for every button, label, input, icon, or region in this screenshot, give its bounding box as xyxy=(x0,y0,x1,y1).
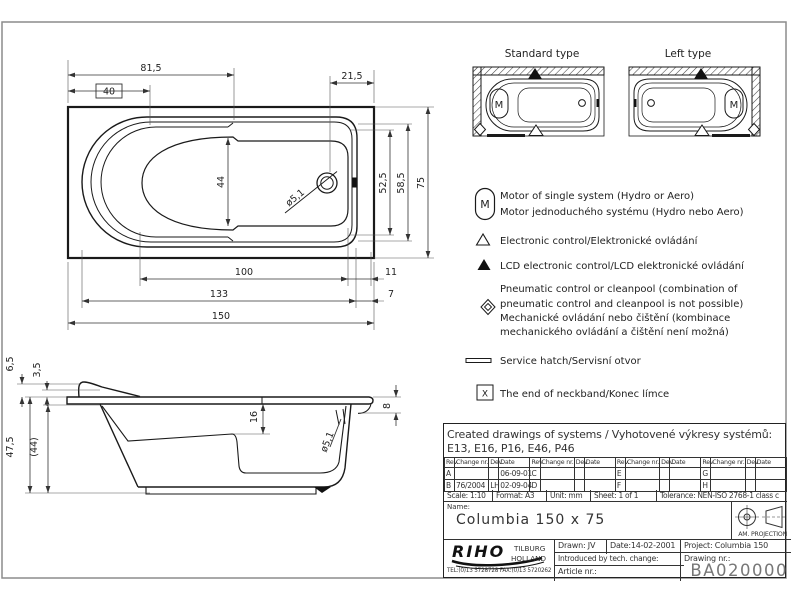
dim-6-5: 6,5 xyxy=(5,356,16,372)
left-type-diagram xyxy=(629,48,760,136)
revision-table xyxy=(444,457,787,492)
rev-hdr: Rev. xyxy=(702,459,715,466)
name-row xyxy=(444,502,787,539)
rev-cell: A xyxy=(445,468,455,480)
neckband-end-letter: X xyxy=(481,389,489,400)
drain-outer xyxy=(317,173,337,193)
dim-3-5: 3,5 xyxy=(32,362,43,378)
pneumatic-icon-outer xyxy=(481,300,495,315)
rev-hdr: Dev. xyxy=(575,459,589,466)
rev-cell: C xyxy=(530,468,540,480)
rev-cell: F xyxy=(615,480,625,492)
legend-lcd: LCD electronic control/LCD elektronické ovládání xyxy=(500,261,744,272)
rim-bar xyxy=(67,397,373,404)
rev-cell xyxy=(455,468,489,480)
interior-profile xyxy=(102,406,346,473)
dim-7: 7 xyxy=(387,289,395,300)
rev-cell xyxy=(745,468,755,480)
rev-cell: B xyxy=(445,480,455,492)
left-type-title: Left type xyxy=(664,48,712,60)
documentation-block xyxy=(443,423,786,578)
date-cell: Date:14-02-2001 xyxy=(606,539,684,554)
product-name: Columbia 150 x 75 xyxy=(456,512,606,528)
dim-150: 150 xyxy=(211,311,231,322)
legend-pneumatic-line1: Pneumatic control or cleanpool (combination of xyxy=(500,284,738,295)
plan-dim-labels xyxy=(103,63,427,322)
rev-cell xyxy=(540,468,574,480)
rev-hdr: Change nr. xyxy=(541,459,574,466)
electronic-control-icon xyxy=(477,234,490,245)
format-cell: Format: A3 xyxy=(493,490,547,502)
dim-75: 75 xyxy=(416,176,427,190)
created-drawings-line2: E13, E16, P16, E46, P46 xyxy=(447,442,575,455)
riho-logo: RIHO xyxy=(452,542,506,561)
overflow-tick xyxy=(634,99,637,107)
rim-right-lip xyxy=(358,404,371,414)
electronic-control-triangle xyxy=(529,125,543,136)
wall-top-hatch xyxy=(629,67,760,75)
rev-hdr: Dev. xyxy=(661,459,675,466)
side-dim-lines xyxy=(20,374,399,493)
projection-symbol xyxy=(732,502,788,532)
rev-hdr: Dev. xyxy=(746,459,760,466)
dim-21-5: 21,5 xyxy=(341,71,363,82)
name-label: Name: xyxy=(447,503,471,511)
projection-label: AM. PROJECTION xyxy=(738,531,787,538)
brand-city: TILBURG xyxy=(514,544,546,553)
brand-tel-fax: TEL:(0)13 5728728 FAX:(0)13 5720262 xyxy=(447,568,552,574)
legend-pneumatic-line3: Mechanické ovládání nebo čištění (kombinace xyxy=(500,313,731,324)
revision-header-row xyxy=(445,458,787,468)
rev-cell: 76/2004 xyxy=(455,480,489,492)
drain-dot xyxy=(648,100,655,107)
dim-52-5: 52,5 xyxy=(378,172,389,194)
shell-outline xyxy=(100,404,351,487)
drawing-nr-label: Drawing nr.: xyxy=(684,554,731,563)
rev-cell: E xyxy=(615,468,625,480)
revision-row-1 xyxy=(445,468,787,480)
rev-hdr: Rev. xyxy=(446,459,459,466)
rev-cell: D xyxy=(530,480,540,492)
side-dimensions xyxy=(17,384,401,493)
logo-cell xyxy=(444,539,554,580)
rev-cell xyxy=(489,468,499,480)
legend-pneumatic-line2: pneumatic control and cleanpool is not possible) xyxy=(500,299,744,310)
pneumatic-icon-inner xyxy=(485,304,492,311)
info-row xyxy=(444,490,787,502)
motor-label: M xyxy=(494,100,504,111)
projection-box xyxy=(731,502,788,539)
legend-neckband: The end of neckband/Konec límce xyxy=(500,389,670,400)
rev-hdr: Date xyxy=(499,458,530,468)
sheet-cell: Sheet: 1 of 1 xyxy=(591,490,657,502)
dim-133: 133 xyxy=(209,289,229,300)
rev-cell: G xyxy=(701,468,711,480)
basin xyxy=(642,88,715,122)
side-dim-labels xyxy=(5,356,393,457)
dim-47-5: 47,5 xyxy=(5,436,16,458)
dim-58-5: 58,5 xyxy=(396,172,407,194)
drawing-nr-value: BA020000 xyxy=(690,561,788,580)
dim-11: 11 xyxy=(384,267,398,278)
standard-type-diagram xyxy=(473,48,604,136)
brand-country: HOLLAND xyxy=(511,554,547,563)
legend-pneumatic-line4: mechanického ovládání a čištění není možná) xyxy=(500,327,729,338)
drawn-cell: Drawn: JV xyxy=(554,539,610,554)
basin xyxy=(518,88,591,122)
rev-cell xyxy=(660,468,670,480)
rev-cell xyxy=(584,468,615,480)
dim-40: 40 xyxy=(102,86,116,98)
motor-label: M xyxy=(729,100,739,111)
rev-hdr: Dev. xyxy=(490,459,504,466)
rev-cell: 06-09-01 xyxy=(500,469,532,478)
created-drawings-line1: Created drawings of systems / Vyhotovené výkresy systémů: xyxy=(447,428,773,441)
tub-inner-contour xyxy=(101,127,228,237)
rev-hdr: Date xyxy=(755,458,786,468)
unit-cell: Unit: mm xyxy=(547,490,591,502)
rev-cell xyxy=(711,468,745,480)
rev-hdr: Rev. xyxy=(616,459,630,466)
dim-drain: ø5,1 xyxy=(283,187,308,209)
dim-16: 16 xyxy=(249,410,260,424)
rev-cell xyxy=(625,468,659,480)
legend-service: Service hatch/Servisní otvor xyxy=(500,356,641,367)
introduced-cell: Introduced by tech. change: xyxy=(554,552,684,567)
dim-44: 44 xyxy=(216,175,227,189)
dim-44-ref: (44) xyxy=(29,437,40,457)
overflow-tick xyxy=(597,99,600,107)
rev-cell: 02-09-04 xyxy=(500,481,532,490)
base-plate xyxy=(146,487,316,494)
project-cell: Project: Columbia 150 xyxy=(680,539,791,554)
rev-cell: LH xyxy=(490,481,500,490)
service-hatch-icon xyxy=(466,359,491,363)
rev-hdr: Change nr. xyxy=(712,459,745,466)
legend xyxy=(466,189,745,401)
drawing-nr-cell xyxy=(680,552,791,581)
rev-hdr: Change nr. xyxy=(626,459,660,466)
legend-motor-line2: Motor jednoduchého systému (Hydro nebo Aero) xyxy=(500,207,744,218)
overflow-tick xyxy=(353,178,357,188)
dim-overflow: ø5,1 xyxy=(318,430,337,454)
rev-hdr: Rev. xyxy=(531,459,544,466)
drain-dot xyxy=(579,100,586,107)
neckband-steps xyxy=(228,123,233,241)
legend-electronic: Electronic control/Elektronické ovládání xyxy=(500,236,698,247)
tolerance-cell: Tolerance: NEN-ISO 2768-1 class c xyxy=(657,490,787,502)
article-cell: Article nr.: xyxy=(554,565,684,581)
scale-cell: Scale: 1:10 xyxy=(444,490,493,502)
lcd-control-icon xyxy=(478,259,491,270)
standard-type-title: Standard type xyxy=(504,48,580,60)
rev-cell: H xyxy=(701,480,711,492)
rev-cell xyxy=(755,468,786,480)
rev-hdr: Date xyxy=(584,458,615,468)
dim-81-5: 81,5 xyxy=(140,63,162,74)
rev-hdr: Date xyxy=(670,458,701,468)
dim-8: 8 xyxy=(382,402,393,410)
motor-symbol-letter: M xyxy=(480,198,490,211)
rev-cell xyxy=(574,468,584,480)
rev-hdr: Change nr. xyxy=(456,459,489,466)
headrest-profile xyxy=(79,382,140,397)
dim-100: 100 xyxy=(234,267,254,278)
legend-motor-line1: Motor of single system (Hydro or Aero) xyxy=(500,191,695,202)
rev-cell xyxy=(670,468,701,480)
electronic-control-triangle xyxy=(695,125,709,136)
